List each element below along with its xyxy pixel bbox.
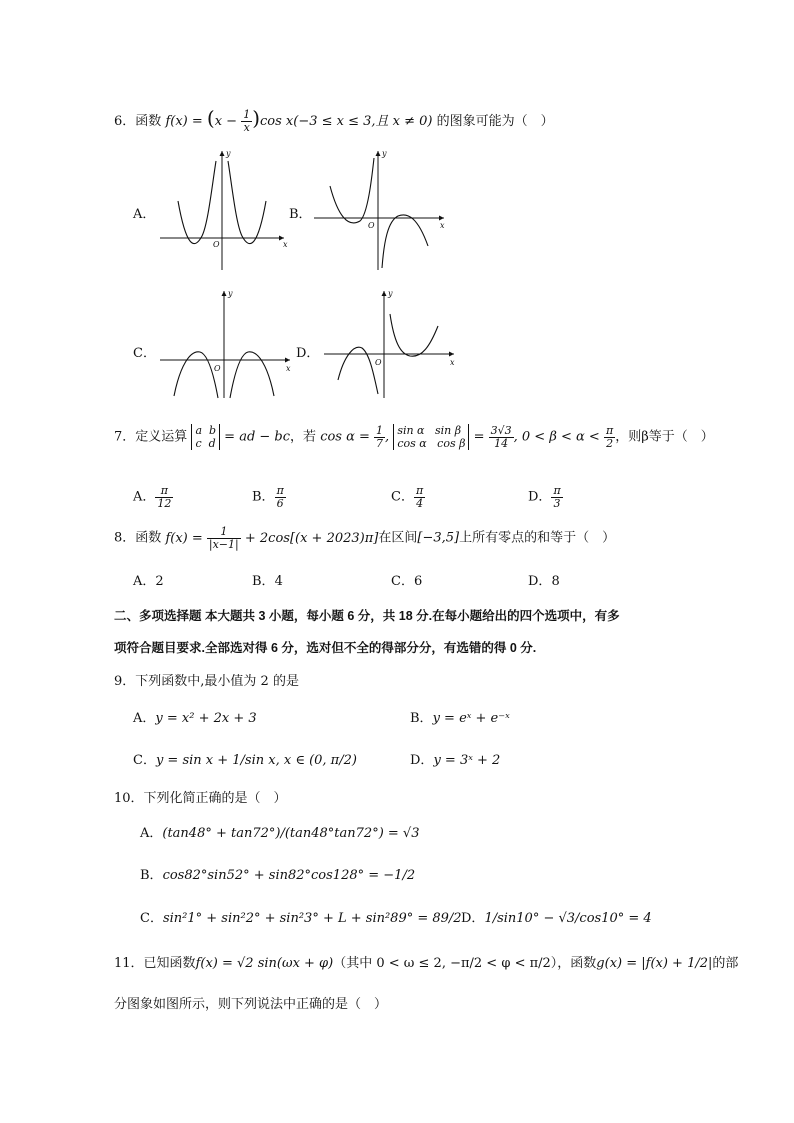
question-10 (114, 787, 287, 806)
section-2-line-1: 二、多项选择题 本大题共 3 小题，每小题 6 分，共 18 分.在每小题给出的四个选项中，有多 (114, 609, 620, 623)
y-axis-arrow-icon (220, 151, 225, 156)
axis-y-label: y (226, 149, 231, 158)
y-axis-arrow-icon (382, 291, 387, 296)
q11-g-expression: g(x) = |f(x) + 1/2| (596, 956, 713, 971)
q7-option-b[interactable] (252, 485, 286, 509)
q9-option-c[interactable] (133, 749, 357, 768)
question-8 (114, 526, 615, 550)
q10-option-d[interactable] (461, 907, 652, 926)
curve-right (390, 314, 438, 356)
y-axis-arrow-icon (222, 291, 227, 296)
origin-label: O (214, 364, 221, 373)
option-expression: y = x² + 2x + 3 (155, 711, 257, 726)
option-expression: y = 3ˣ + 2 (433, 753, 501, 768)
x-axis-arrow-icon (285, 358, 290, 363)
option-label: A． (133, 574, 156, 589)
q11-condition: （其中 0 < ω ≤ 2, −π/2 < φ < π/2），函数 (333, 956, 597, 971)
axis-x-label: x (450, 358, 455, 367)
q8-option-d[interactable] (528, 570, 560, 589)
q8-option-a[interactable] (133, 570, 164, 589)
q10-option-c[interactable] (140, 907, 462, 926)
option-value: 4 (274, 574, 283, 589)
option-label: C． (140, 911, 163, 926)
q8-formula: f(x) = $\frac{1}{|x-1|}$ + 2cos[(x + 2023)π] (165, 525, 379, 551)
option-denominator: 12 (157, 496, 172, 510)
question-9 (114, 670, 299, 689)
q8-option-c[interactable] (391, 570, 422, 589)
q6-option-c-graph[interactable] (156, 286, 296, 402)
question-number: 6． (114, 114, 136, 129)
curve-right (382, 215, 428, 268)
option-label: C． (391, 489, 414, 505)
option-label: A． (140, 826, 163, 841)
axis-y-label: y (382, 149, 387, 158)
axis-x-label: x (286, 364, 291, 373)
axis-y-label: y (388, 289, 393, 298)
option-label: D． (528, 574, 552, 589)
q10-option-b[interactable] (140, 864, 415, 883)
question-text-mid: ，若 (290, 429, 317, 445)
q8-interval: [−3,5] (417, 530, 460, 546)
curve-right (230, 352, 274, 398)
q6-option-b-label[interactable]: B． (289, 207, 312, 222)
option-numerator: π (553, 484, 561, 497)
q7-option-d[interactable] (528, 485, 563, 509)
q6-option-a-label[interactable]: A． (133, 207, 156, 222)
option-expression: (tan48° + tan72°)/(tan48°tan72°) = √3 (162, 826, 420, 841)
q8-option-b[interactable] (252, 570, 283, 589)
question-text-suffix: ，则β等于（ ） (615, 429, 714, 445)
option-value: 6 (413, 574, 423, 589)
option-label: D． (461, 911, 485, 926)
option-expression: cos82°sin52° + sin82°cos128° = −1/2 (162, 868, 416, 883)
axis-x-label: x (440, 221, 445, 230)
option-expression: sin²1° + sin²2° + sin²3° + L + sin²89° = 89/2 (162, 911, 462, 926)
option-expression: 1/sin10° − √3/cos10° = 4 (484, 911, 652, 926)
question-6 (114, 106, 554, 134)
option-label: C． (133, 753, 156, 768)
option-label: B． (140, 868, 163, 883)
question-text-prefix: 函数 (135, 530, 162, 546)
question-text: 下列化简正确的是（ ） (143, 791, 287, 806)
question-text-suffix: 的图象可能为（ ） (436, 114, 554, 129)
axis-x-label: x (283, 240, 288, 249)
curve-left (330, 158, 374, 223)
origin-label: O (213, 240, 220, 249)
section-2-line-2: 项符合题目要求.全部选对得 6 分，选对但不全的得部分分，有选错的得 0 分. (114, 641, 537, 655)
question-text: 下列函数中,最小值为 2 的是 (135, 674, 299, 689)
question-text-suffix: 上所有零点的和等于（ ） (459, 530, 616, 546)
q7-option-c[interactable] (391, 485, 425, 509)
option-denominator: 3 (553, 496, 561, 510)
option-value: 2 (155, 574, 164, 589)
question-text-prefix: 函数 (135, 114, 162, 129)
option-value: 8 (551, 574, 560, 589)
question-number: 10． (114, 791, 144, 806)
origin-label: O (375, 358, 382, 367)
q6-option-a-graph[interactable] (156, 146, 291, 274)
q6-formula: f(x) = (x − $\frac{1}{x}$ )cos x(−3 ≤ x ≤ 3,且 x ≠ 0) (165, 106, 437, 134)
q6-option-c-label[interactable]: C． (133, 346, 156, 361)
question-number: 7． (114, 429, 136, 445)
question-text-prefix: 已知函数 (143, 956, 196, 971)
option-expression: y = sin x + 1/sin x, x ∈ (0, π/2) (155, 753, 357, 768)
option-label: D． (410, 753, 434, 768)
curve-left (174, 352, 218, 398)
question-11 (114, 952, 738, 971)
option-label: B． (252, 574, 275, 589)
option-label: A． (133, 489, 156, 505)
question-11-line-2: 分图象如图所示，则下列说法中正确的是（ ） (114, 997, 388, 1012)
q7-option-a[interactable] (133, 485, 173, 509)
x-axis-arrow-icon (449, 352, 454, 357)
option-numerator: π (276, 484, 284, 497)
curve-right (228, 161, 266, 244)
y-axis-arrow-icon (376, 151, 381, 156)
q6-option-b-graph[interactable] (310, 146, 450, 274)
q7-determinant-def: a b c d = ad − bc (191, 424, 290, 450)
question-7 (114, 424, 714, 450)
option-label: C． (391, 574, 414, 589)
q11-f-expression: f(x) = √2 sin(ωx + φ) (195, 956, 334, 971)
question-text-prefix: 定义运算 (135, 429, 188, 445)
origin-label: O (368, 221, 375, 230)
option-label: D． (528, 489, 552, 505)
q6-option-d-graph[interactable] (320, 286, 460, 402)
axis-y-label: y (228, 289, 233, 298)
question-text-suffix: 的部 (712, 956, 739, 971)
option-label: B． (252, 489, 275, 505)
q9-option-a[interactable] (133, 707, 257, 726)
q9-option-d[interactable] (410, 749, 500, 768)
option-numerator: π (155, 485, 173, 498)
curve-left (178, 161, 216, 244)
question-number: 9． (114, 674, 136, 689)
option-numerator: π (415, 484, 424, 497)
question-text-mid: 在区间 (378, 530, 418, 546)
option-denominator: 4 (416, 496, 424, 510)
question-number: 11． (114, 956, 144, 971)
q10-option-a[interactable] (140, 822, 419, 841)
q7-condition: cos α = $\frac{1}{7}$ , sin α sin β cos α cos β = $\frac{3√3}{14}$ , 0 < β < α < $\frac{\pi}{2}$ (320, 424, 614, 451)
option-denominator: 6 (276, 496, 284, 510)
question-number: 8． (114, 530, 136, 546)
q6-option-d-label[interactable]: D． (296, 346, 320, 361)
option-label: A． (133, 711, 156, 726)
option-label: B． (410, 711, 433, 726)
x-axis-arrow-icon (439, 216, 444, 221)
option-expression: y = eˣ + e⁻ˣ (432, 711, 510, 726)
q9-option-b[interactable] (410, 707, 510, 726)
